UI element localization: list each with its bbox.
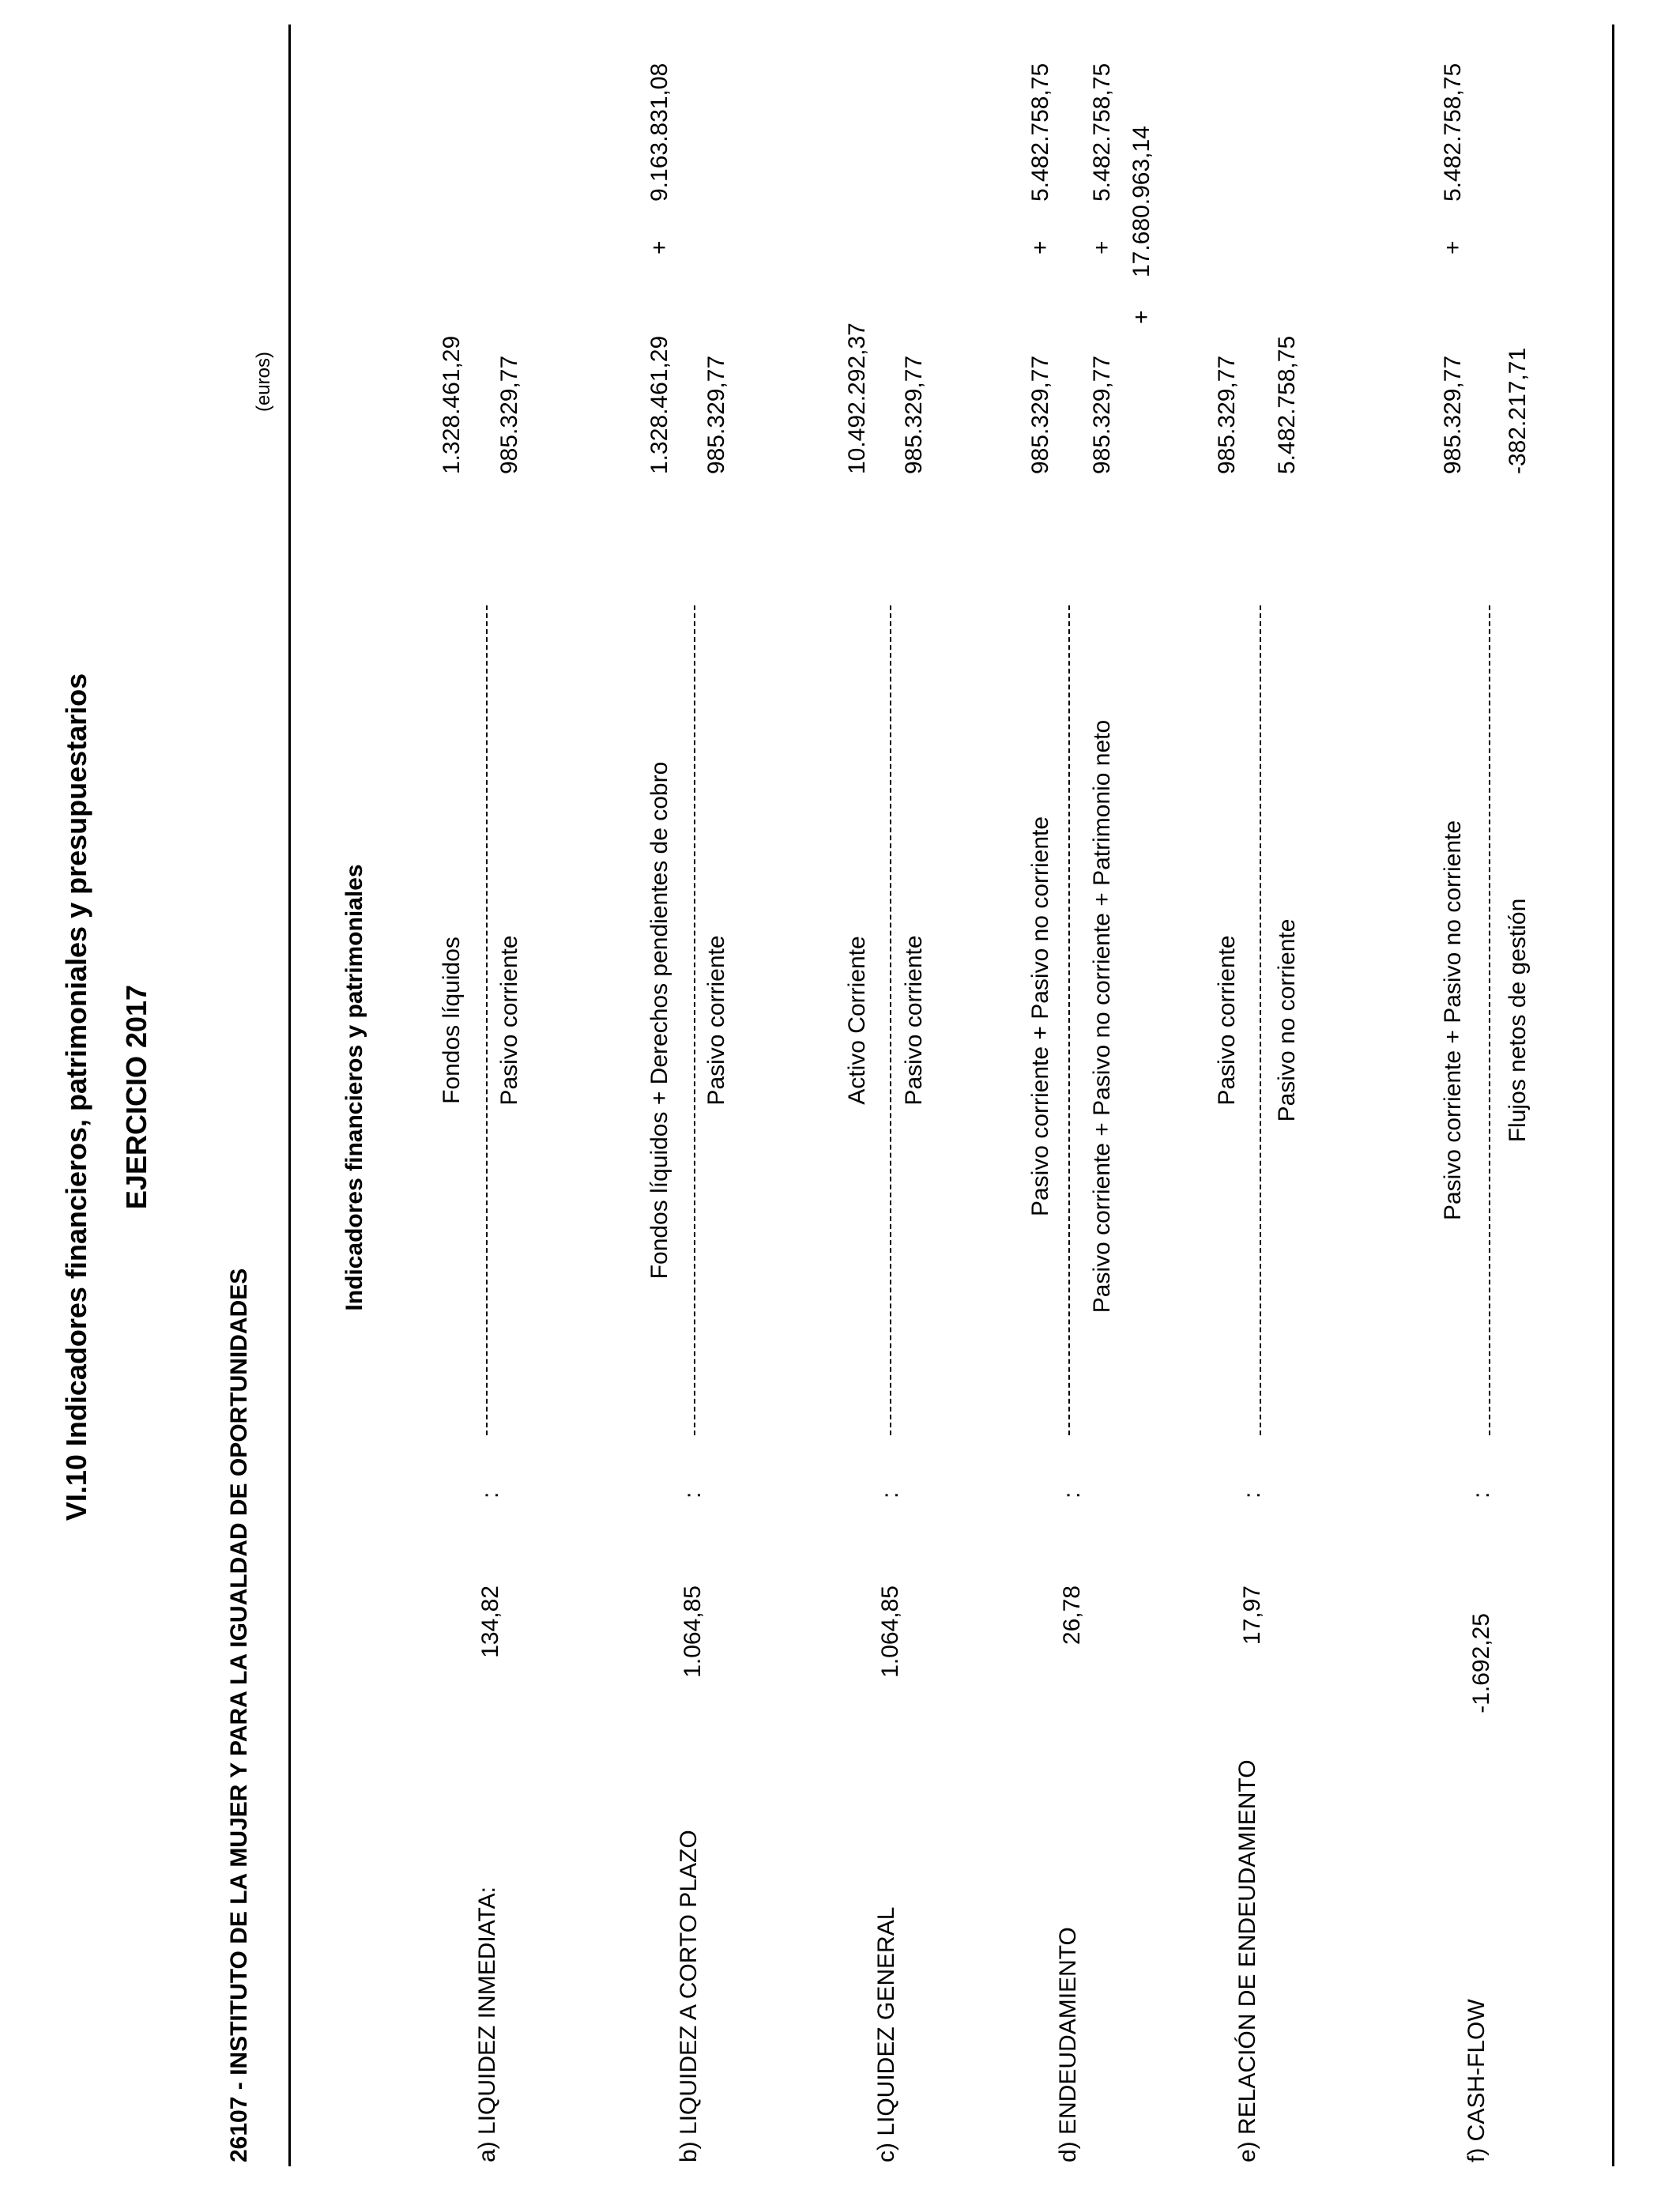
fraction-line: [694, 605, 695, 1435]
numerator-value: 985.329,77: [1440, 355, 1466, 474]
fraction-line: [890, 605, 891, 1435]
indicator-value: 1.064,85: [680, 1585, 706, 1678]
plus-sign: +: [1440, 240, 1466, 254]
denominator-value: 17.680.963,14: [1128, 126, 1155, 277]
numerator-text: Pasivo corriente + Pasivo no corriente: [1440, 820, 1466, 1221]
numerator-value: 985.329,77: [1214, 355, 1240, 474]
indicator-label: f) CASH-FLOW: [1463, 1999, 1490, 2162]
denominator-text: Pasivo corriente: [901, 935, 927, 1106]
entity-name: 26107 - INSTITUTO DE LA MUJER Y PARA LA IGUALDAD DE OPORTUNIDADES: [226, 1268, 252, 2162]
fraction-line: [1068, 605, 1070, 1435]
indicator-value: 1.064,85: [877, 1585, 903, 1678]
report-title: VI.10 Indicadores financieros, patrimoniales y presupuestarios: [60, 673, 92, 1521]
indicator-colon: :: [1239, 1491, 1265, 1498]
footer-rule: [1612, 25, 1614, 2166]
indicator-colon: :: [1059, 1491, 1085, 1498]
units-label: (euros): [253, 352, 274, 413]
numerator-value: 985.329,77: [1027, 355, 1053, 474]
denominator-value: 985.329,77: [496, 355, 522, 474]
numerator-text: Fondos líquidos + Derechos pendientes de cobro: [646, 761, 672, 1280]
denominator-text: Pasivo no corriente: [1274, 918, 1300, 1122]
header-rule: [288, 25, 291, 2166]
report-subtitle: EJERCICIO 2017: [120, 984, 153, 1210]
numerator-value: 1.328.461,29: [646, 335, 672, 474]
numerator-value: 9.163.831,08: [646, 62, 672, 202]
plus-sign: +: [646, 240, 672, 254]
indicator-colon: :: [877, 1491, 903, 1498]
denominator-text: Pasivo corriente: [496, 935, 522, 1106]
numerator-text: Activo Corriente: [844, 936, 870, 1105]
denominator-value: 5.482.758,75: [1089, 62, 1115, 202]
fraction-line: [486, 605, 488, 1435]
fraction-line: [1260, 605, 1261, 1435]
indicator-label: b) LIQUIDEZ A CORTO PLAZO: [676, 1830, 702, 2162]
indicator-label: a) LIQUIDEZ INMEDIATA:: [474, 1887, 500, 2162]
indicator-value: -1.692,25: [1468, 1613, 1494, 1713]
numerator-text: Pasivo corriente + Pasivo no corriente: [1027, 816, 1053, 1217]
section-heading: Indicadores financieros y patrimoniales: [341, 864, 367, 1311]
denominator-text: Pasivo corriente: [703, 935, 729, 1106]
denominator-text: Pasivo corriente + Pasivo no corriente + Patrimonio neto: [1089, 719, 1115, 1314]
indicator-value: 26,78: [1059, 1585, 1085, 1646]
denominator-value: -382.217,71: [1505, 347, 1531, 474]
indicator-colon: :: [477, 1491, 503, 1498]
plus-sign: +: [1089, 240, 1115, 254]
numerator-value: 1.328.461,29: [439, 335, 465, 474]
plus-sign: +: [1027, 240, 1053, 254]
numerator-value: 10.492.292,37: [844, 322, 870, 474]
numerator-text: Pasivo corriente: [1214, 935, 1240, 1106]
plus-sign: +: [1128, 310, 1155, 324]
indicator-label: c) LIQUIDEZ GENERAL: [873, 1906, 899, 2162]
denominator-value: 5.482.758,75: [1274, 335, 1300, 474]
indicator-label: d) ENDEUDAMIENTO: [1055, 1927, 1081, 2162]
numerator-value: 5.482.758,75: [1027, 62, 1053, 202]
indicator-colon: :: [1468, 1491, 1494, 1498]
indicator-colon: :: [680, 1491, 706, 1498]
denominator-value: 985.329,77: [1089, 355, 1115, 474]
indicator-value: 134,82: [477, 1585, 503, 1658]
fraction-line: [1489, 605, 1490, 1435]
denominator-text: Flujos netos de gestión: [1505, 898, 1531, 1143]
denominator-value: 985.329,77: [901, 355, 927, 474]
denominator-value: 985.329,77: [703, 355, 729, 474]
indicator-value: 17,97: [1239, 1585, 1265, 1646]
indicator-label: e) RELACIÓN DE ENDEUDAMIENTO: [1234, 1759, 1260, 2162]
numerator-text: Fondos líquidos: [439, 937, 465, 1104]
numerator-value: 5.482.758,75: [1440, 62, 1466, 202]
